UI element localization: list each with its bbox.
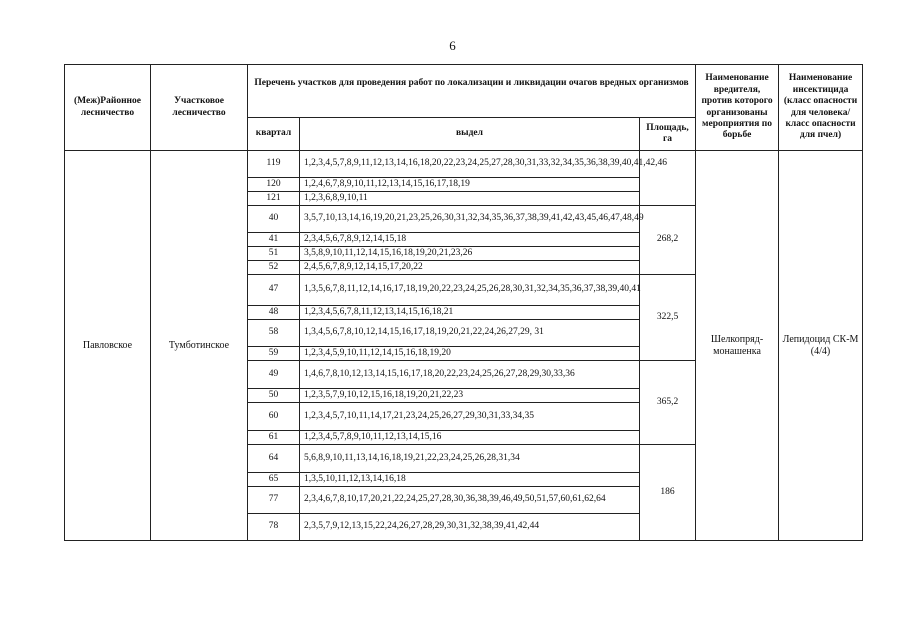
kvartal-cell: 47 xyxy=(248,275,300,306)
pest-control-table xyxy=(64,64,863,541)
district-forestry-cell: Павловское xyxy=(65,151,151,541)
header-kvartal: квартал xyxy=(248,118,300,151)
header-district-forestry: (Меж)Районное лесничество xyxy=(65,65,151,151)
kvartal-cell: 65 xyxy=(248,473,300,487)
vydel-cell: 5,6,8,9,10,11,13,14,16,18,19,21,22,23,24,25,26,28,31,34 xyxy=(300,445,640,473)
kvartal-cell: 119 xyxy=(248,151,300,178)
vydel-cell: 1,3,5,6,7,8,11,12,14,16,17,18,19,20,22,23,24,25,26,28,30,31,32,34,35,36,37,38,39,40,41 xyxy=(300,275,640,306)
vydel-cell: 1,2,3,4,5,7,10,11,14,17,21,23,24,25,26,27,29,30,31,33,34,35 xyxy=(300,403,640,431)
area-cell: 268,2 xyxy=(640,206,696,275)
vydel-cell: 2,3,4,6,7,8,10,17,20,21,22,24,25,27,28,30,36,38,39,46,49,50,51,57,60,61,62,64 xyxy=(300,487,640,514)
vydel-cell: 1,4,6,7,8,10,12,13,14,15,16,17,18,20,22,23,24,25,26,27,28,29,30,33,36 xyxy=(300,361,640,389)
vydel-cell: 3,5,7,10,13,14,16,19,20,21,23,25,26,30,31,32,34,35,36,37,38,39,41,42,43,45,46,47,48,49 xyxy=(300,206,640,233)
vydel-cell: 1,2,3,5,7,9,10,12,15,16,18,19,20,21,22,23 xyxy=(300,389,640,403)
kvartal-cell: 50 xyxy=(248,389,300,403)
vydel-cell: 3,5,8,9,10,11,12,14,15,16,18,19,20,21,23,26 xyxy=(300,247,640,261)
insecticide-cell: Лепидоцид СК-М (4/4) xyxy=(779,151,863,541)
area-cell: 365,2 xyxy=(640,361,696,445)
kvartal-cell: 40 xyxy=(248,206,300,233)
kvartal-cell: 41 xyxy=(248,233,300,247)
header-local-forestry: Участковое лесничество xyxy=(151,65,248,151)
kvartal-cell: 49 xyxy=(248,361,300,389)
area-cell: 322,5 xyxy=(640,275,696,361)
kvartal-cell: 61 xyxy=(248,431,300,445)
kvartal-cell: 120 xyxy=(248,178,300,192)
header-insecticide: Наименование инсектицида (класс опасности для человека/класс опасности для пчел) xyxy=(779,65,863,151)
kvartal-cell: 64 xyxy=(248,445,300,473)
header-vydel: выдел xyxy=(300,118,640,151)
vydel-cell: 2,4,5,6,7,8,9,12,14,15,17,20,22 xyxy=(300,261,640,275)
page-number: 6 xyxy=(449,38,456,53)
pest-cell: Шелкопряд-монашенка xyxy=(696,151,779,541)
vydel-cell: 1,2,3,6,8,9,10,11 xyxy=(300,192,640,206)
kvartal-cell: 51 xyxy=(248,247,300,261)
vydel-cell: 1,2,3,4,5,9,10,11,12,14,15,16,18,19,20 xyxy=(300,347,640,361)
vydel-cell: 1,2,3,4,5,6,7,8,11,12,13,14,15,16,18,21 xyxy=(300,306,640,320)
kvartal-cell: 121 xyxy=(248,192,300,206)
kvartal-cell: 59 xyxy=(248,347,300,361)
kvartal-cell: 60 xyxy=(248,403,300,431)
kvartal-cell: 58 xyxy=(248,320,300,347)
kvartal-cell: 52 xyxy=(248,261,300,275)
vydel-cell: 1,2,3,4,5,7,8,9,10,11,12,13,14,15,16 xyxy=(300,431,640,445)
vydel-cell: 1,2,3,4,5,7,8,9,11,12,13,14,16,18,20,22,23,24,25,27,28,30,31,33,32,34,35,36,38,39,40,41,42,46 xyxy=(300,151,640,178)
kvartal-cell: 78 xyxy=(248,514,300,541)
header-area: Площадь, га xyxy=(640,118,696,151)
table-row xyxy=(65,151,863,178)
kvartal-cell: 77 xyxy=(248,487,300,514)
header-pest: Наименование вредителя, против которого организованы мероприятия по борьбе xyxy=(696,65,779,151)
local-forestry-cell: Тумботинское xyxy=(151,151,248,541)
vydel-cell: 1,3,4,5,6,7,8,10,12,14,15,16,17,18,19,20,21,22,24,26,27,29, 31 xyxy=(300,320,640,347)
vydel-cell: 2,3,4,5,6,7,8,9,12,14,15,18 xyxy=(300,233,640,247)
area-cell: 186 xyxy=(640,445,696,541)
kvartal-cell: 48 xyxy=(248,306,300,320)
header-plots-list: Перечень участков для проведения работ по локализации и ликвидации очагов вредных организмов xyxy=(248,65,696,118)
vydel-cell: 2,3,5,7,9,12,13,15,22,24,26,27,28,29,30,31,32,38,39,41,42,44 xyxy=(300,514,640,541)
vydel-cell: 1,3,5,10,11,12,13,14,16,18 xyxy=(300,473,640,487)
vydel-cell: 1,2,4,6,7,8,9,10,11,12,13,14,15,16,17,18,19 xyxy=(300,178,640,192)
